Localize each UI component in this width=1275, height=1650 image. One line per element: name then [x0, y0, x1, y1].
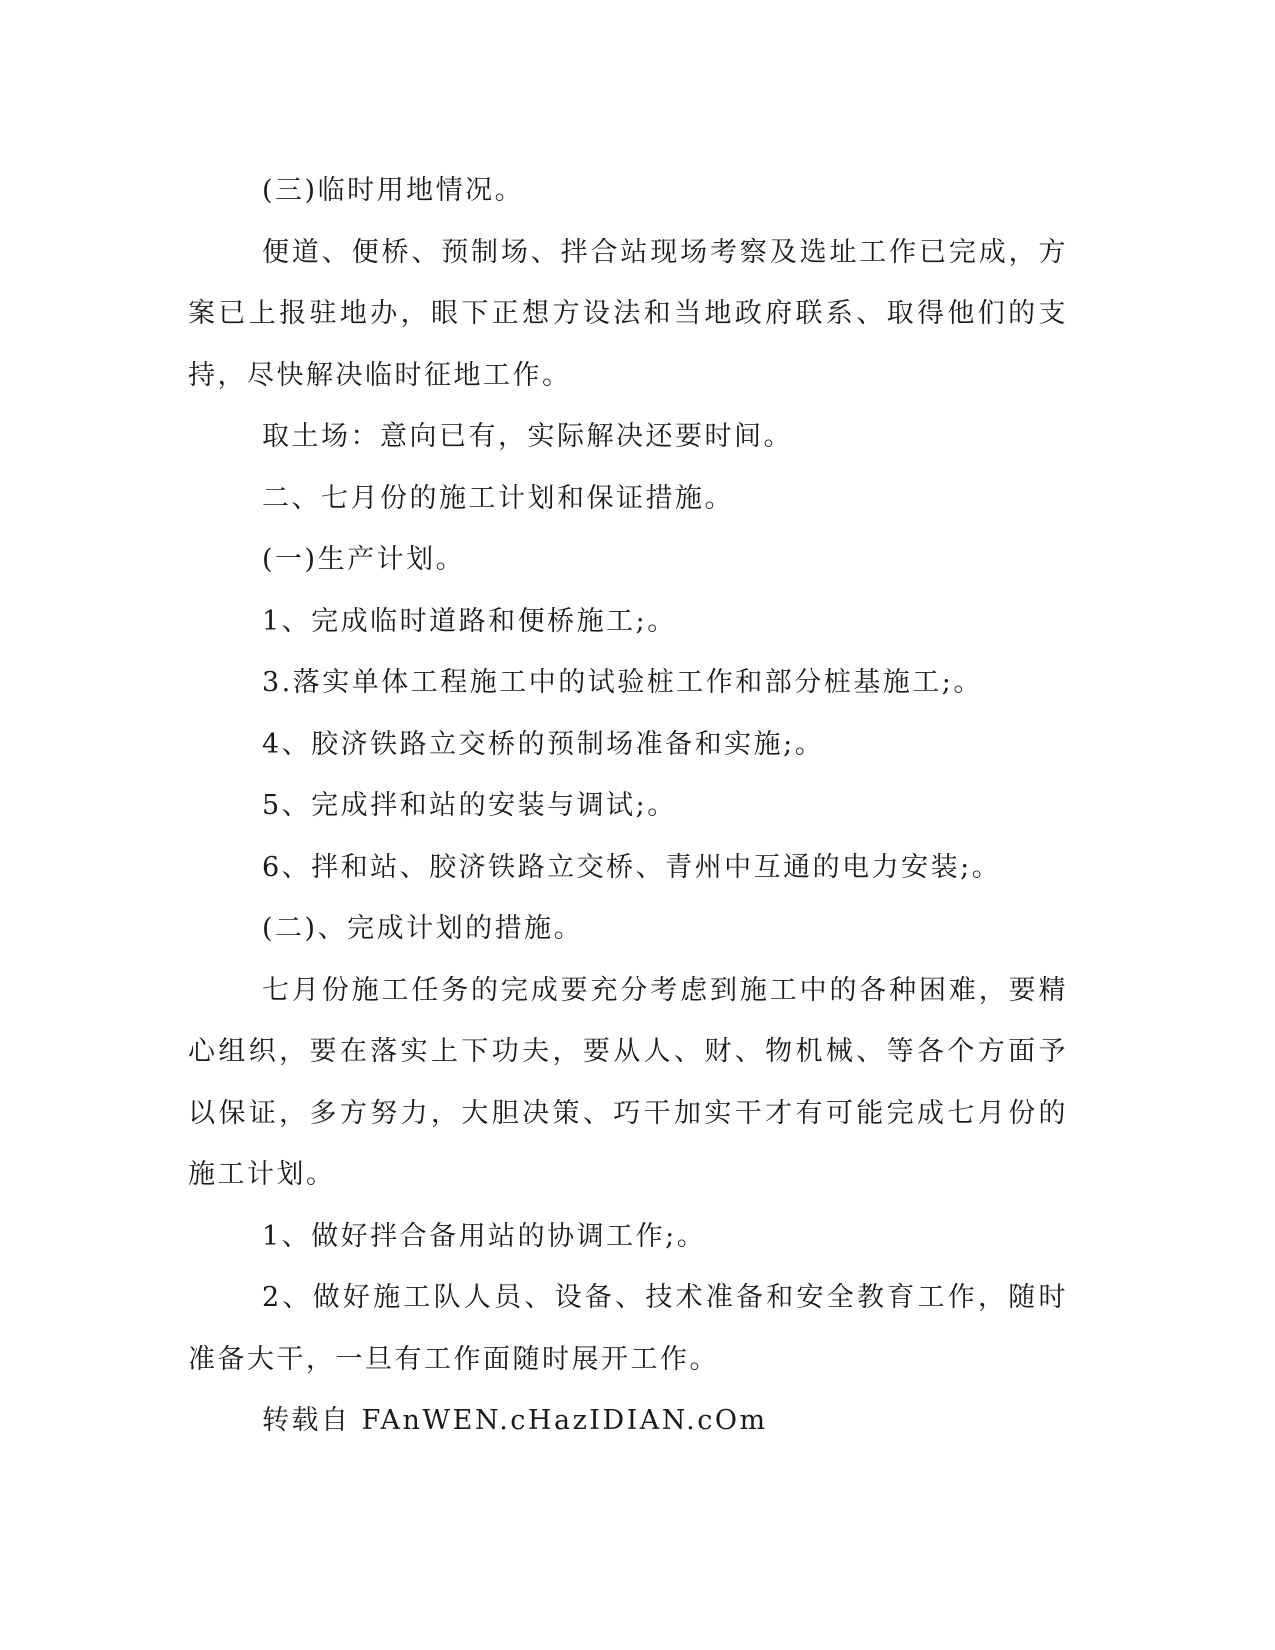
source-note: 转载自 FAnWEN.cHazIDIAN.cOm [262, 1405, 768, 1436]
section-heading-july-plan: 二、七月份的施工计划和保证措施。 [262, 482, 734, 514]
list-item-plan-1: 1、完成临时道路和便桥施工;。 [262, 605, 677, 637]
paragraph-borrow-pit: 取土场：意向已有，实际解决还要时间。 [262, 421, 793, 452]
paragraph-measures-overview: 七月份施工任务的完成要充分考虑到施工中的各种困难，要精心组织，要在落实上下功夫，要从人、财、物机械、等各个方面予以保证，多方努力，大胆决策、巧干加实干才有可能完成七月份的施工计划。 [188, 974, 1068, 1190]
list-item-plan-5: 5、完成拌和站的安装与调试;。 [262, 790, 677, 821]
subsection-heading-measures: (二)、完成计划的措施。 [262, 913, 584, 944]
list-item-measure-1: 1、做好拌合备用站的协调工作;。 [262, 1220, 707, 1252]
list-item-plan-3: 3.落实单体工程施工中的试验桩工作和部分桩基施工;。 [262, 667, 983, 698]
paragraph-site-survey: 便道、便桥、预制场、拌合站现场考察及选址工作已完成，方案已上报驻地办，眼下正想方设法和当地政府联系、取得他们的支持，尽快解决临时征地工作。 [188, 236, 1068, 391]
list-item-plan-4: 4、胶济铁路立交桥的预制场准备和实施;。 [262, 728, 825, 760]
document-body [188, 160, 1068, 1452]
list-item-measure-2: 2、做好施工队人员、设备、技术准备和安全教育工作，随时准备大干，一旦有工作面随时展开工作。 [188, 1282, 1068, 1375]
subsection-heading-production-plan: (一)生产计划。 [262, 544, 466, 575]
section-heading-temporary-land: (三)临时用地情况。 [262, 175, 525, 206]
list-item-plan-6: 6、拌和站、胶济铁路立交桥、青州中互通的电力安装;。 [262, 851, 1002, 883]
